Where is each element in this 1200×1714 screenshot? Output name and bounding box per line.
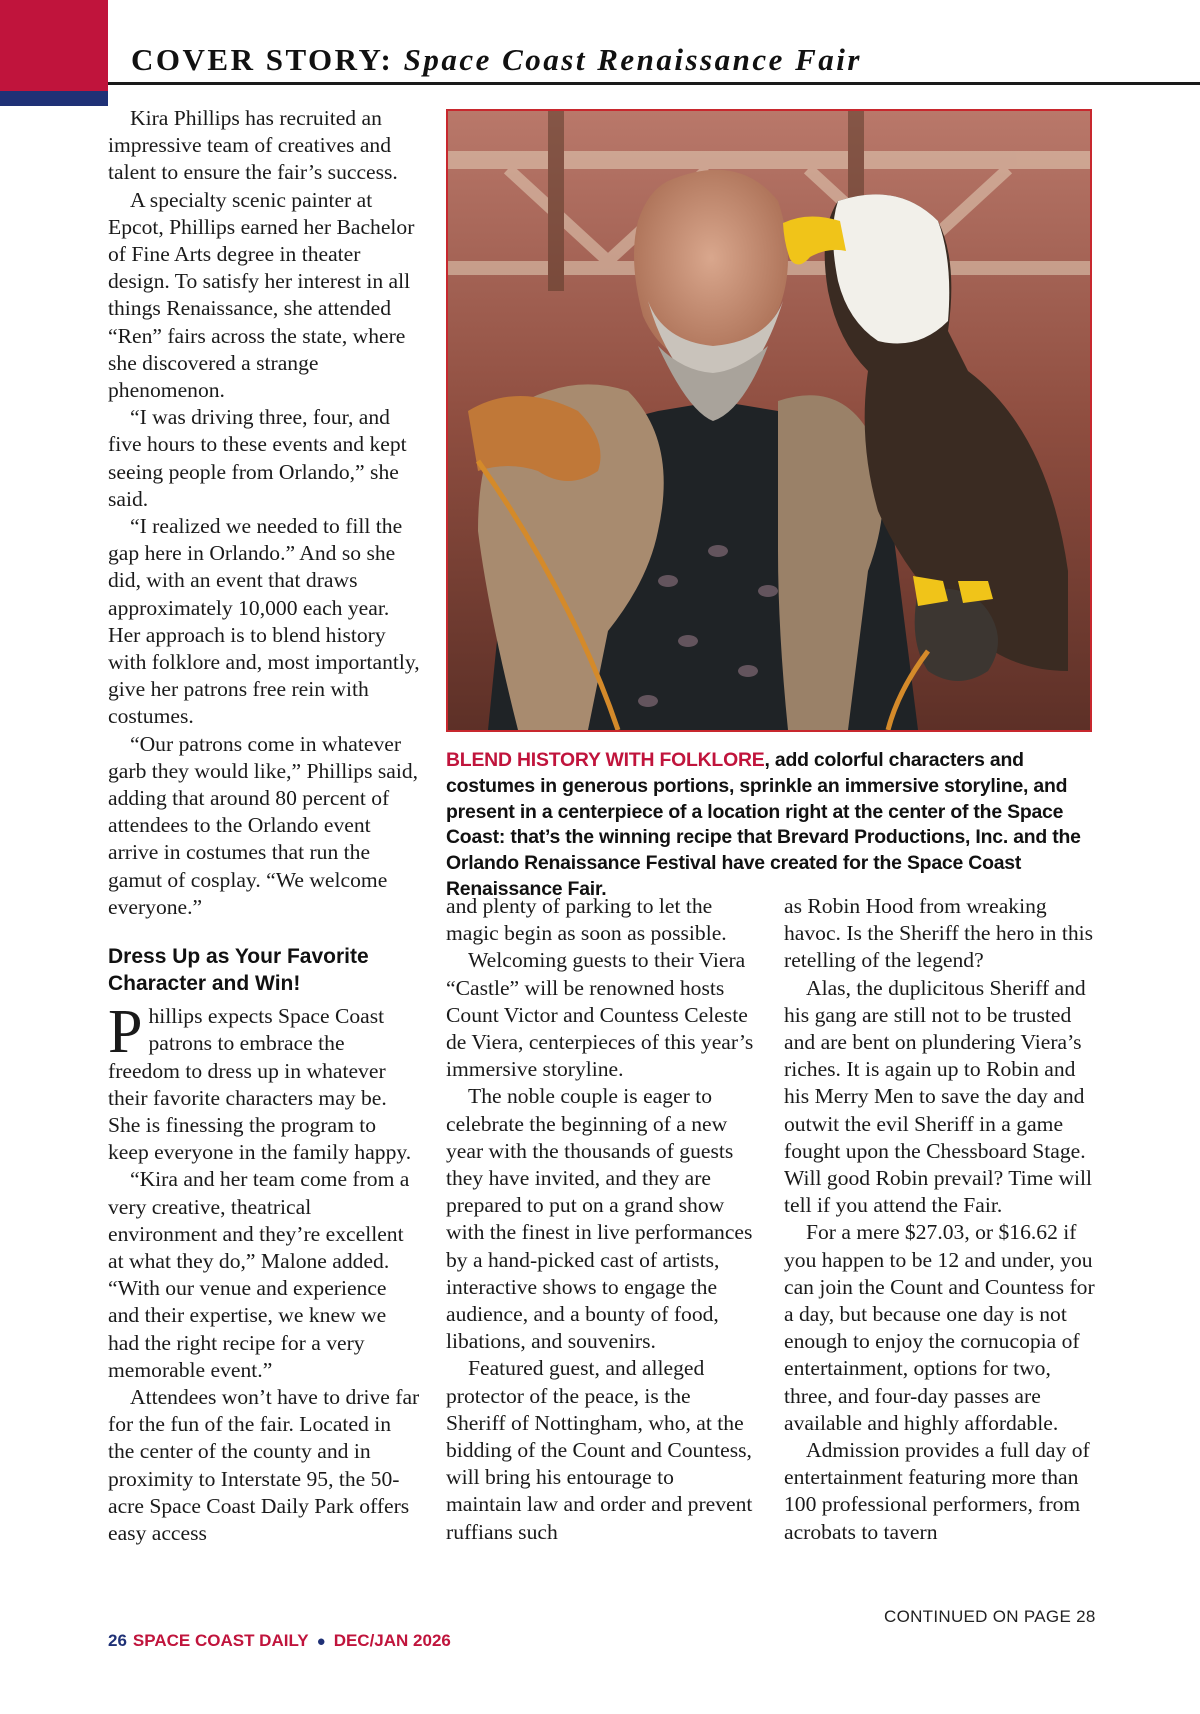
caption-lead: BLEND HISTORY WITH FOLKLORE bbox=[446, 749, 765, 771]
article-column-1 bbox=[108, 105, 420, 1547]
corner-accent-red bbox=[0, 0, 108, 91]
section-header bbox=[131, 42, 862, 78]
paragraph: “I realized we needed to fill the gap here in Orlando.” And so she did, with an event that draws approximately 10,000 each year. Her approach is to blend history with folklore and, most importantly, give her patrons free rein with costumes. bbox=[108, 514, 420, 729]
header-rule bbox=[108, 82, 1200, 85]
caption-text: , add colorful characters and costumes in generous portions, sprinkle an immersive storyline, and present in a centerpiece of a location right at the center of the Space Coast: that’s the winning recipe that Brevard Productions, Inc. and the Orlando Renaissance Festival have created for the Space Coast Renaissance Fair. bbox=[446, 749, 1081, 900]
paragraph: Alas, the duplicitous Sheriff and his gang are still not to be trusted and are bent on plundering Viera’s riches. It is again up to Robin and his Merry Men to save the day and outwit the evil Sheriff in a game fought upon the Chessboard Stage. Will good Robin prevail? Time will tell if you attend the Fair. bbox=[784, 975, 1093, 1218]
corner-accent-navy bbox=[0, 91, 108, 106]
article-column-2 bbox=[446, 893, 754, 1546]
section-subheading: Dress Up as Your Favorite Character and Win! bbox=[108, 945, 369, 996]
paragraph: Admission provides a full day of entertainment featuring more than 100 professional performers, from acrobats to tavern bbox=[784, 1438, 1090, 1544]
bullet-icon: ● bbox=[316, 1633, 326, 1650]
paragraph: “Our patrons come in whatever garb they would like,” Phillips said, adding that around 80 percent of attendees to the Orlando event arrive in costumes that run the gamut of cosplay. “We welcome everyone.” bbox=[108, 731, 419, 919]
paragraph: “Kira and her team come from a very creative, theatrical environment and they’re excellent at what they do,” Malone added. “With our venue and experience and their expertise, we knew we had the right recipe for a very memorable event.” bbox=[108, 1167, 410, 1382]
header-subject: Space Coast Renaissance Fair bbox=[403, 42, 862, 77]
paragraph: “I was driving three, four, and five hours to these events and kept seeing people from Orlando,” she said. bbox=[108, 405, 407, 511]
paragraph: as Robin Hood from wreaking havoc. Is the Sheriff the hero in this retelling of the legend? bbox=[784, 894, 1094, 973]
drop-cap: P bbox=[108, 998, 143, 1067]
feature-photo bbox=[446, 109, 1092, 732]
header-kicker: COVER STORY: bbox=[131, 42, 394, 77]
article-column-3 bbox=[784, 893, 1096, 1546]
paragraph-dropcap bbox=[108, 998, 420, 1166]
page-number: 26 bbox=[108, 1631, 127, 1650]
issue-date: DEC/JAN 2026 bbox=[333, 1631, 451, 1650]
paragraph: Welcoming guests to their Viera “Castle” will be renowned hosts Count Victor and Countess Celeste de Viera, centerpieces of this year’s immersive storyline. bbox=[446, 948, 754, 1082]
paragraph: Attendees won’t have to drive far for the fun of the fair. Located in the center of the county and in proximity to Interstate 95, the 50-acre Space Coast Daily Park offers easy access bbox=[108, 1384, 420, 1545]
falconer-eagle-illustration bbox=[448, 111, 1090, 730]
photo-caption bbox=[446, 748, 1098, 903]
paragraph: and plenty of parking to let the magic begin as soon as possible. bbox=[446, 894, 727, 946]
paragraph: Featured guest, and alleged protector of the peace, is the Sheriff of Nottingham, who, at the bidding of the Count and Countess, will bring his entourage to maintain law and order and prevent ruffians such bbox=[446, 1356, 753, 1544]
continued-notice: CONTINUED ON PAGE 28 bbox=[884, 1607, 1096, 1626]
paragraph: Kira Phillips has recruited an impressive team of creatives and talent to ensure the fair’s success. bbox=[108, 106, 398, 185]
paragraph-text: hillips expects Space Coast patrons to embrace the freedom to dress up in whatever their favorite characters may be. She is finessing the program to keep everyone in the family happy. bbox=[108, 1004, 412, 1165]
paragraph: The noble couple is eager to celebrate the beginning of a new year with the thousands of guests they have invited, and they are prepared to put on a grand show with the finest in live performances by a hand-picked cast of artists, interactive shows to engage the audience, and a bounty of food, libations, and souvenirs. bbox=[446, 1084, 753, 1354]
page-footer bbox=[108, 1631, 451, 1651]
publication-name: SPACE COAST DAILY bbox=[132, 1631, 309, 1650]
paragraph: A specialty scenic painter at Epcot, Phillips earned her Bachelor of Fine Arts degree in theater design. To satisfy her interest in all things Renaissance, she attended “Ren” fairs across the state, where she discovered a strange phenomenon. bbox=[108, 187, 415, 403]
paragraph: For a mere $27.03, or $16.62 if you happen to be 12 and under, you can join the Count and Countess for a day, but because one day is not enough to enjoy the cornucopia of entertainment, options for two, three, and four-day passes are available and highly affordable. bbox=[784, 1220, 1095, 1435]
